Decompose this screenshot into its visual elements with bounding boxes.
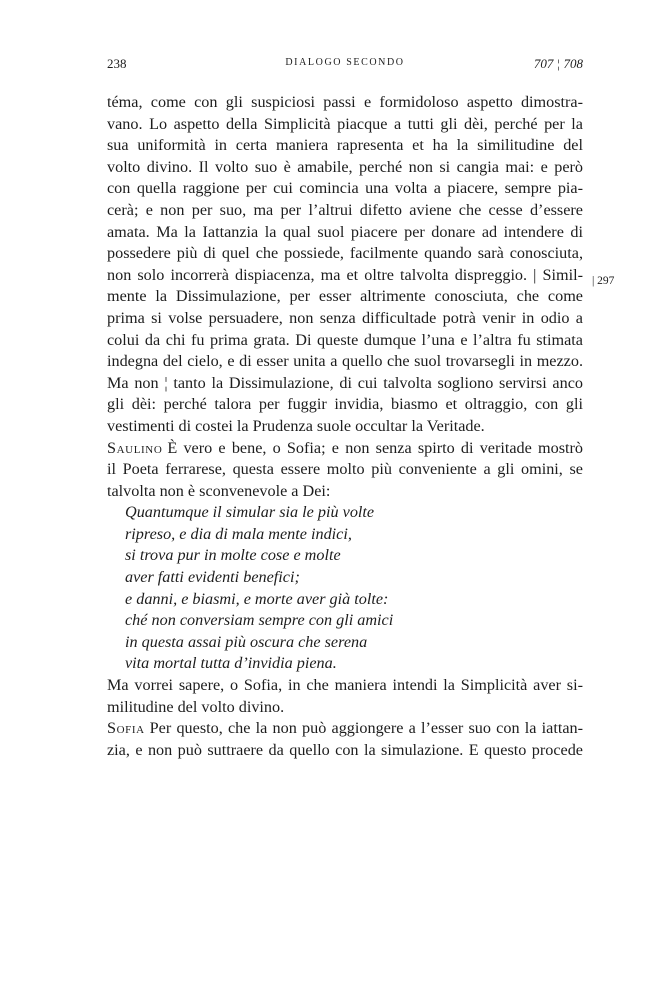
verse-line: in questa assai più oscura che serena	[125, 632, 368, 651]
running-header	[107, 56, 583, 78]
text-line: vano. Lo aspetto della Simplicità piacque a tutti gli dèi, perché per la	[107, 114, 583, 133]
verse-line: ripreso, e dia di mala mente indici,	[125, 524, 352, 543]
verse-line: aver fatti evidenti benefici;	[125, 568, 300, 587]
text-line: mente la Dissimulazione, per esser altrimente conosciuta, che come	[107, 287, 583, 306]
page-number: 238	[107, 56, 127, 71]
text-line: con quella raggione per cui comincia una volta a piacere, sempre pia-	[107, 179, 583, 198]
text-line: talvolta non è sconvenevole a Dei:	[107, 481, 331, 500]
running-title: DIALOGO SECONDO	[285, 57, 405, 68]
verse-line: vita mortal tutta d’invidia piena.	[125, 654, 337, 673]
verse-line: e danni, e biasmi, e morte aver già tolte:	[125, 589, 389, 608]
text-line: amata. Ma la Iattanzia la qual suol piacere per donare ad intendere di	[107, 222, 583, 241]
text-line: prima si volse persuadere, non senza difficultade potrà venir in odio a	[107, 308, 583, 327]
speech-text: È vero e bene, o Sofia; e non senza spirto di veritade mostrò	[167, 438, 583, 457]
speech-line	[107, 438, 583, 460]
text-line: il Poeta ferrarese, questa essere molto più conveniente a gli omini, se	[107, 460, 583, 479]
text-line: cerà; e non per suo, ma per l’altrui difetto aviene che cesse d’essere	[107, 200, 583, 219]
verse-line: si trova pur in molte cose e molte	[125, 546, 341, 565]
text-line: possedere più di quel che possiede, facilmente quando sarà conosciuta,	[107, 244, 583, 263]
speech-text: Per questo, che la non può aggiongere a l’esser suo con la iattan-	[149, 719, 583, 738]
text-line: non solo incorrerà dispiacenza, ma et oltre talvolta dispreggio. | Simil-	[107, 265, 583, 284]
text-line: volto divino. Il volto suo è amabile, perché non si cangia mai: e però	[107, 157, 583, 176]
speaker-sofia: Sofia	[107, 719, 145, 738]
text-line: sua uniformità in certa maniera rapresenta et ha la similitudine del	[107, 136, 583, 155]
text-line: colui da chi fu prima grata. Di queste dumque l’una e l’altra fu stimata	[107, 330, 583, 349]
text-line: téma, come con gli suspiciosi passi e formidoloso aspetto dimostra-	[107, 93, 583, 111]
text-line: vestimenti di costei la Prudenza suole occultar la Veritade.	[107, 416, 485, 435]
speech-line	[107, 718, 583, 740]
speaker-saulino: Saulino	[107, 438, 163, 457]
verse-line: Quantumque il simular sia le più volte	[125, 503, 375, 522]
text-line: zia, e non può suttraere da quello con la simulazione. E questo procede	[107, 740, 583, 759]
page-references: 707 ¦ 708	[533, 56, 583, 71]
text-line: gli dèi: perché talora per fuggir invidia, biasmo et oltraggio, con gli	[107, 395, 583, 414]
margin-page-reference: | 297	[592, 275, 615, 287]
text-line: Ma non ¦ tanto la Dissimulazione, di cui talvolta sogliono servirsi anco	[107, 373, 583, 392]
text-line: Ma vorrei sapere, o Sofia, in che maniera intendi la Simplicità aver si-	[107, 676, 583, 695]
text-line: militudine del volto divino.	[107, 697, 285, 716]
body-text	[107, 92, 583, 761]
verse-line: ché non conversiam sempre con gli amici	[125, 611, 394, 630]
text-line: indegna del cielo, e di esser unita a quello che suol trovarsegli in mezzo.	[107, 352, 583, 371]
